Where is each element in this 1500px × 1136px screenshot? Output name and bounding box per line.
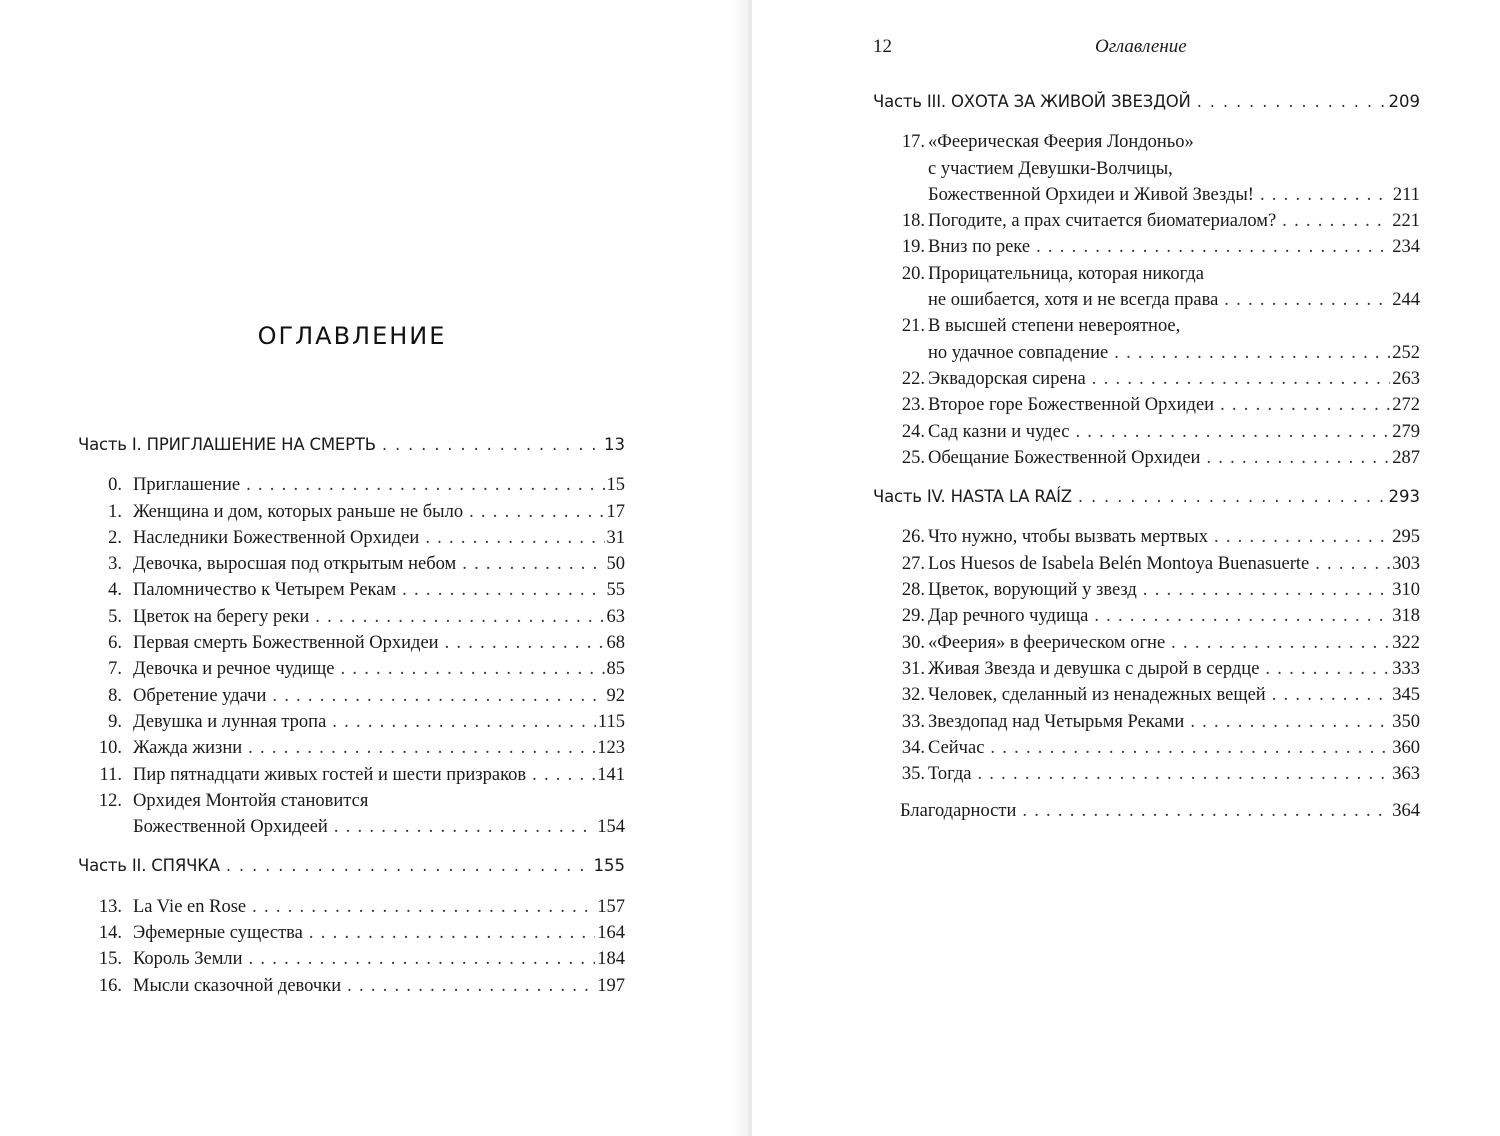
chapter-title: Орхидея Монтойя становится — [133, 790, 369, 811]
toc-entry — [873, 603, 1420, 629]
chapter-number: 25. — [901, 447, 925, 468]
page-number: 92 — [606, 685, 625, 706]
toc-entry — [873, 419, 1420, 445]
toc-entry — [873, 630, 1420, 656]
toc-list-right — [873, 89, 1420, 825]
chapter-title: Тогда — [928, 764, 972, 785]
toc-entry-continued — [873, 287, 1420, 313]
page-number: 279 — [1392, 421, 1420, 442]
toc-entry-continued — [873, 182, 1420, 208]
toc-entry — [873, 445, 1420, 471]
dot-leader — [272, 683, 604, 709]
toc-entry — [873, 682, 1420, 708]
page-number: 295 — [1392, 527, 1420, 548]
chapter-title: Благодарности — [900, 801, 1017, 822]
chapter-title: Цветок на берегу реки — [133, 606, 310, 627]
dot-leader — [1220, 392, 1390, 418]
chapter-number: 10. — [98, 738, 122, 759]
page-number: 55 — [606, 580, 625, 601]
chapter-title: В высшей степени невероятное, — [928, 316, 1181, 337]
page-number: 333 — [1392, 658, 1420, 679]
page-number: 272 — [1392, 395, 1420, 416]
chapter-list — [78, 894, 625, 999]
page-number: 164 — [597, 923, 625, 944]
dot-leader — [1265, 656, 1390, 682]
dot-leader — [1114, 340, 1390, 366]
chapter-number: 35. — [901, 764, 925, 785]
page-number: 303 — [1392, 553, 1420, 574]
chapter-number: 19. — [901, 237, 925, 258]
page-number: 350 — [1392, 711, 1420, 732]
dot-leader — [469, 499, 604, 525]
chapter-number: 32. — [901, 685, 925, 706]
toc-entry — [78, 762, 625, 788]
dot-leader — [1078, 484, 1387, 510]
chapter-number: 30. — [901, 632, 925, 653]
dot-leader — [1190, 709, 1390, 735]
toc-entry — [873, 709, 1420, 735]
chapter-title: Вниз по реке — [928, 237, 1031, 258]
page-number: 184 — [597, 949, 625, 970]
chapter-title: Звездопад над Четырьмя Реками — [928, 711, 1185, 732]
dot-leader — [425, 525, 604, 551]
toc-entry-continued — [873, 156, 1420, 182]
part-heading — [78, 853, 625, 879]
toc-entry — [873, 392, 1420, 418]
part-title: Часть IV. HASTA LA RAÍZ — [873, 487, 1072, 507]
chapter-number: 5. — [108, 606, 122, 627]
chapter-title: Король Земли — [133, 949, 243, 970]
chapter-number: 27. — [901, 553, 925, 574]
chapter-title: La Vie en Rose — [133, 896, 247, 917]
chapter-number: 1. — [108, 501, 122, 522]
page-number: 31 — [606, 527, 625, 548]
dot-leader — [1206, 445, 1390, 471]
part-heading — [78, 432, 625, 458]
dot-leader — [977, 761, 1390, 787]
dot-leader — [252, 894, 595, 920]
page-number: 234 — [1392, 237, 1420, 258]
page-number: 221 — [1392, 211, 1420, 232]
toc-entry — [78, 709, 625, 735]
dot-leader — [315, 604, 604, 630]
toc-entry — [873, 761, 1420, 787]
page-number: 293 — [1388, 487, 1420, 507]
chapter-number: 13. — [98, 896, 122, 917]
dot-leader — [1214, 524, 1390, 550]
toc-entry — [78, 683, 625, 709]
part-heading — [873, 89, 1420, 115]
toc-entry — [78, 499, 625, 525]
chapter-number: 20. — [901, 263, 925, 284]
dot-leader — [246, 472, 604, 498]
page-number: 17 — [606, 501, 625, 522]
page-number: 115 — [597, 711, 625, 732]
dot-leader — [1171, 630, 1390, 656]
chapter-title: Приглашение — [133, 475, 241, 496]
toc-entry — [873, 313, 1420, 339]
chapter-number: 24. — [901, 421, 925, 442]
toc-entry — [78, 788, 625, 814]
chapter-number: 15. — [98, 949, 122, 970]
page-number: 263 — [1392, 368, 1420, 389]
chapter-title: Женщина и дом, которых раньше не было — [133, 501, 464, 522]
chapter-title: Наследники Божественной Орхидеи — [133, 527, 420, 548]
toc-entry — [873, 524, 1420, 550]
chapter-number: 7. — [108, 659, 122, 680]
dot-leader — [309, 920, 595, 946]
chapter-number: 23. — [901, 395, 925, 416]
page-number: 63 — [606, 606, 625, 627]
page-number: 364 — [1392, 801, 1420, 822]
toc-entry — [78, 525, 625, 551]
toc-entry — [873, 656, 1420, 682]
chapter-title: Сад казни и чудес — [928, 421, 1070, 442]
chapter-title: Девушка и лунная тропа — [133, 711, 327, 732]
dot-leader — [1260, 182, 1391, 208]
chapter-number: 22. — [901, 368, 925, 389]
page-number: 252 — [1392, 342, 1420, 363]
chapter-title: но удачное совпадение — [928, 342, 1109, 363]
chapter-number: 2. — [108, 527, 122, 548]
dot-leader — [1092, 366, 1390, 392]
page-number: 85 — [606, 659, 625, 680]
dot-leader — [402, 577, 604, 603]
dot-leader — [332, 709, 596, 735]
dot-leader — [1315, 551, 1390, 577]
chapter-number: 4. — [108, 580, 122, 601]
chapter-title: Дар речного чудища — [928, 606, 1089, 627]
page-number: 209 — [1388, 92, 1420, 111]
dot-leader — [990, 735, 1390, 761]
toc-entry — [78, 577, 625, 603]
chapter-title: Второе горе Божественной Орхидеи — [928, 395, 1215, 416]
toc-entry-continued — [873, 340, 1420, 366]
chapter-number: 11. — [99, 764, 122, 785]
page-number: 154 — [597, 817, 625, 838]
dot-leader — [1272, 682, 1391, 708]
dot-leader — [334, 814, 595, 840]
page-number: 141 — [597, 764, 625, 785]
running-header — [873, 36, 1419, 62]
chapter-title: Los Huesos de Isabela Belén Montoya Buenasuerte — [928, 553, 1310, 574]
toc-entry — [873, 366, 1420, 392]
toc-entry — [78, 630, 625, 656]
toc-list-left — [78, 432, 625, 999]
chapter-list — [873, 524, 1420, 787]
toc-entry — [873, 208, 1420, 234]
toc-entry — [873, 261, 1420, 287]
page-number: 363 — [1392, 764, 1420, 785]
dot-leader — [248, 735, 595, 761]
chapter-number: 26. — [901, 527, 925, 548]
toc-entry — [78, 973, 625, 999]
toc-entry — [78, 656, 625, 682]
page-number: 13 — [604, 435, 625, 454]
page-number: 50 — [606, 554, 625, 575]
toc-entry-continued — [78, 814, 625, 840]
chapter-title: Обещание Божественной Орхидеи — [928, 447, 1201, 468]
chapter-title: Прорицательница, которая никогда — [928, 263, 1204, 284]
part-heading — [873, 484, 1420, 510]
toc-title: ОГЛАВЛЕНИЕ — [257, 322, 447, 350]
toc-entry — [78, 920, 625, 946]
chapter-number: 34. — [901, 737, 925, 758]
dot-leader — [347, 973, 595, 999]
chapter-title: Цветок, ворующий у звезд — [928, 580, 1137, 601]
left-page — [0, 0, 748, 1136]
chapter-number: 16. — [98, 975, 122, 996]
chapter-list — [873, 366, 1420, 471]
chapter-number: 18. — [901, 211, 925, 232]
toc-entry — [78, 551, 625, 577]
chapter-title: не ошибается, хотя и не всегда права — [928, 290, 1219, 311]
chapter-title: «Феерическая Феерия Лондоньо» — [928, 132, 1194, 153]
chapter-title: Эквадорская сирена — [928, 368, 1086, 389]
page-number: 155 — [593, 856, 625, 876]
toc-entry-acknowledgements — [873, 798, 1420, 824]
chapter-number: 28. — [901, 580, 925, 601]
chapter-title: Человек, сделанный из ненадежных вещей — [928, 685, 1266, 706]
chapter-title: Что нужно, чтобы вызвать мертвых — [928, 527, 1208, 548]
toc-entry — [78, 604, 625, 630]
chapter-number: 8. — [108, 685, 122, 706]
page-number: 15 — [606, 475, 625, 496]
dot-leader — [1143, 577, 1390, 603]
page-number: 123 — [597, 738, 625, 759]
toc-entry — [873, 129, 1420, 155]
part-title: Часть I. ПРИГЛАШЕНИЕ НА СМЕРТЬ — [78, 435, 376, 454]
dot-leader — [1022, 798, 1390, 824]
page-number: 197 — [597, 975, 625, 996]
chapter-title: Паломничество к Четырем Рекам — [133, 580, 397, 601]
page-number: 157 — [597, 896, 625, 917]
page-number: 318 — [1392, 606, 1420, 627]
chapter-title: Божественной Орхидеи и Живой Звезды! — [928, 184, 1254, 205]
page-folio: 12 — [873, 36, 892, 57]
dot-leader — [1197, 89, 1387, 115]
chapter-number: 9. — [108, 711, 122, 732]
toc-entry — [78, 472, 625, 498]
chapter-number: 33. — [901, 711, 925, 732]
page-number: 310 — [1392, 580, 1420, 601]
dot-leader — [1094, 603, 1390, 629]
chapter-title: Эфемерные существа — [133, 923, 303, 944]
part-title: Часть III. ОХОТА ЗА ЖИВОЙ ЗВЕЗДОЙ — [873, 92, 1191, 111]
chapter-number: 0. — [108, 475, 122, 496]
dot-leader — [1036, 234, 1390, 260]
chapter-title: Живая Звезда и девушка с дырой в сердце — [928, 658, 1260, 679]
page-number: 68 — [606, 633, 625, 654]
dot-leader — [1224, 287, 1390, 313]
chapter-title: Пир пятнадцати живых гостей и шести призраков — [133, 764, 527, 785]
chapter-number: 6. — [108, 633, 122, 654]
chapter-title: Сейчас — [928, 737, 985, 758]
chapter-number: 29. — [901, 606, 925, 627]
chapter-number: 31. — [901, 658, 925, 679]
chapter-number: 14. — [98, 923, 122, 944]
toc-entry — [873, 735, 1420, 761]
chapter-title: Мысли сказочной девочки — [133, 975, 342, 996]
page-number: 244 — [1392, 290, 1420, 311]
chapter-title: Девочка и речное чудище — [133, 659, 335, 680]
part-title: Часть II. СПЯЧКА — [78, 856, 220, 876]
chapter-list — [78, 472, 625, 788]
dot-leader — [1282, 208, 1390, 234]
toc-entry — [78, 946, 625, 972]
chapter-number: 21. — [901, 316, 925, 337]
chapter-number: 3. — [108, 554, 122, 575]
dot-leader — [341, 656, 605, 682]
chapter-title: Первая смерть Божественной Орхидеи — [133, 633, 439, 654]
chapter-title: Девочка, выросшая под открытым небом — [133, 554, 457, 575]
chapter-number: 12. — [98, 790, 122, 811]
dot-leader — [462, 551, 604, 577]
toc-entry — [78, 735, 625, 761]
toc-entry — [78, 894, 625, 920]
chapter-number: 17. — [901, 132, 925, 153]
chapter-title: «Феерия» в феерическом огне — [928, 632, 1166, 653]
dot-leader — [382, 432, 602, 458]
page-number: 345 — [1392, 685, 1420, 706]
chapter-title: с участием Девушки-Волчицы, — [928, 158, 1173, 179]
chapter-title: Жажда жизни — [133, 738, 243, 759]
page-number: 322 — [1392, 632, 1420, 653]
dot-leader — [226, 853, 592, 879]
chapter-title: Погодите, а прах считается биоматериалом? — [928, 211, 1277, 232]
dot-leader — [249, 946, 596, 972]
page-number: 360 — [1392, 737, 1420, 758]
right-page — [752, 0, 1500, 1136]
toc-entry — [873, 551, 1420, 577]
chapter-title: Обретение удачи — [133, 685, 267, 706]
running-title: Оглавление — [1095, 36, 1187, 57]
toc-entry — [873, 577, 1420, 603]
dot-leader — [1075, 419, 1390, 445]
chapter-title: Божественной Орхидеей — [133, 817, 328, 838]
dot-leader — [532, 762, 595, 788]
toc-entry — [873, 234, 1420, 260]
page-number: 287 — [1392, 447, 1420, 468]
dot-leader — [445, 630, 605, 656]
page-number: 211 — [1392, 184, 1420, 205]
